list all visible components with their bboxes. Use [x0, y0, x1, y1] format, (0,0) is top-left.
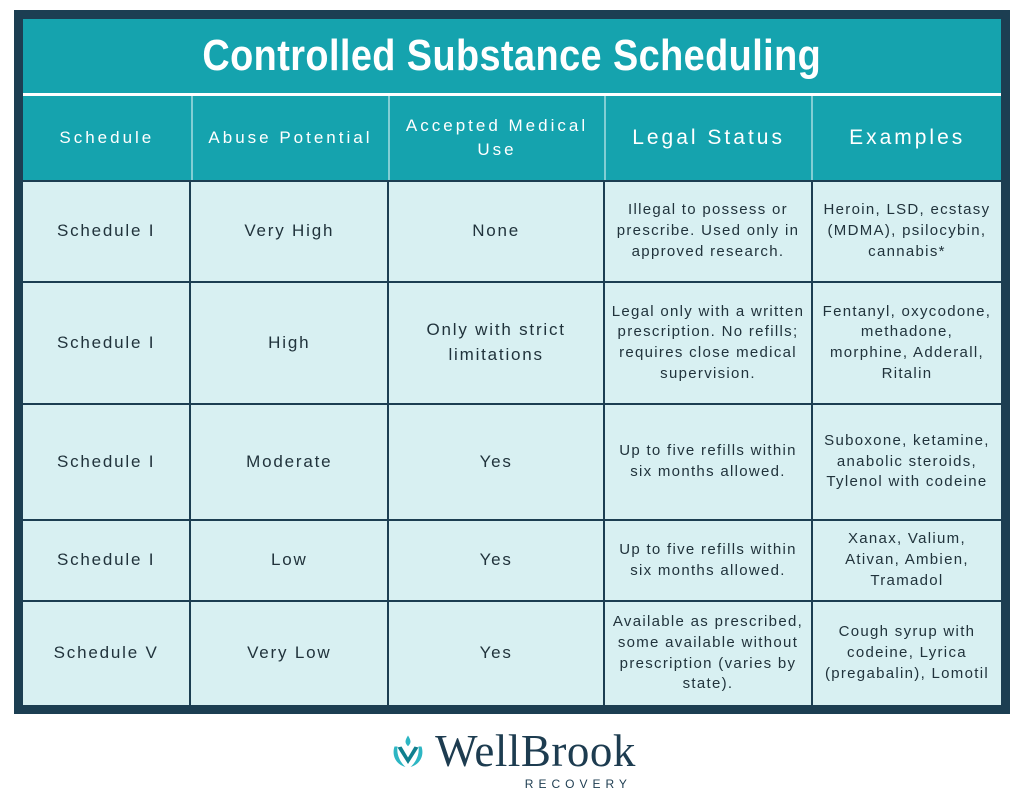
cell-legal-status: Up to five refills within six months allowed.	[605, 405, 811, 519]
cell-abuse-potential: Moderate	[191, 405, 387, 519]
cell-examples: Xanax, Valium, Ativan, Ambien, Tramadol	[813, 521, 1001, 600]
table-header-row	[23, 96, 1001, 180]
cell-accepted-medical-use: Only with strict limitations	[389, 283, 603, 403]
cell-abuse-potential: Very Low	[191, 602, 387, 705]
column-header-accepted-medical-use: Accepted Medical Use	[388, 96, 604, 180]
brand-footer	[0, 726, 1024, 791]
title-band	[23, 19, 1001, 96]
cell-legal-status: Legal only with a written prescription. No refills; requires close medical supervision.	[605, 283, 811, 403]
cell-accepted-medical-use: Yes	[389, 602, 603, 705]
cell-examples: Fentanyl, oxycodone, methadone, morphine, Adderall, Ritalin	[813, 283, 1001, 403]
lotus-icon	[388, 733, 428, 773]
cell-legal-status: Up to five refills within six months allowed.	[605, 521, 811, 600]
cell-abuse-potential: Very High	[191, 182, 387, 281]
cell-examples: Cough syrup with codeine, Lyrica (pregabalin), Lomotil	[813, 602, 1001, 705]
scheduling-table	[14, 10, 1010, 714]
cell-schedule: Schedule I	[23, 283, 189, 403]
cell-schedule: Schedule I	[23, 521, 189, 600]
cell-accepted-medical-use: Yes	[389, 405, 603, 519]
cell-abuse-potential: High	[191, 283, 387, 403]
column-header-examples: Examples	[811, 96, 1001, 180]
table-row	[23, 182, 1001, 281]
table-row	[23, 521, 1001, 600]
cell-examples: Suboxone, ketamine, anabolic steroids, Tylenol with codeine	[813, 405, 1001, 519]
cell-schedule: Schedule V	[23, 602, 189, 705]
table-row	[23, 283, 1001, 403]
cell-legal-status: Illegal to possess or prescribe. Used only in approved research.	[605, 182, 811, 281]
table-row	[23, 405, 1001, 519]
brand-tagline: RECOVERY	[524, 777, 632, 791]
column-header-legal-status: Legal Status	[604, 96, 812, 180]
cell-accepted-medical-use: None	[389, 182, 603, 281]
page-title: Controlled Substance Scheduling	[202, 31, 822, 80]
column-header-abuse-potential: Abuse Potential	[191, 96, 389, 180]
table-row	[23, 602, 1001, 705]
cell-examples: Heroin, LSD, ecstasy (MDMA), psilocybin, cannabis*	[813, 182, 1001, 281]
cell-legal-status: Available as prescribed, some available without prescription (varies by state).	[605, 602, 811, 705]
table-body	[23, 180, 1001, 705]
cell-schedule: Schedule I	[23, 182, 189, 281]
cell-accepted-medical-use: Yes	[389, 521, 603, 600]
brand-name: WellBrook	[435, 726, 636, 776]
cell-schedule: Schedule I	[23, 405, 189, 519]
cell-abuse-potential: Low	[191, 521, 387, 600]
column-header-schedule: Schedule	[59, 128, 155, 148]
